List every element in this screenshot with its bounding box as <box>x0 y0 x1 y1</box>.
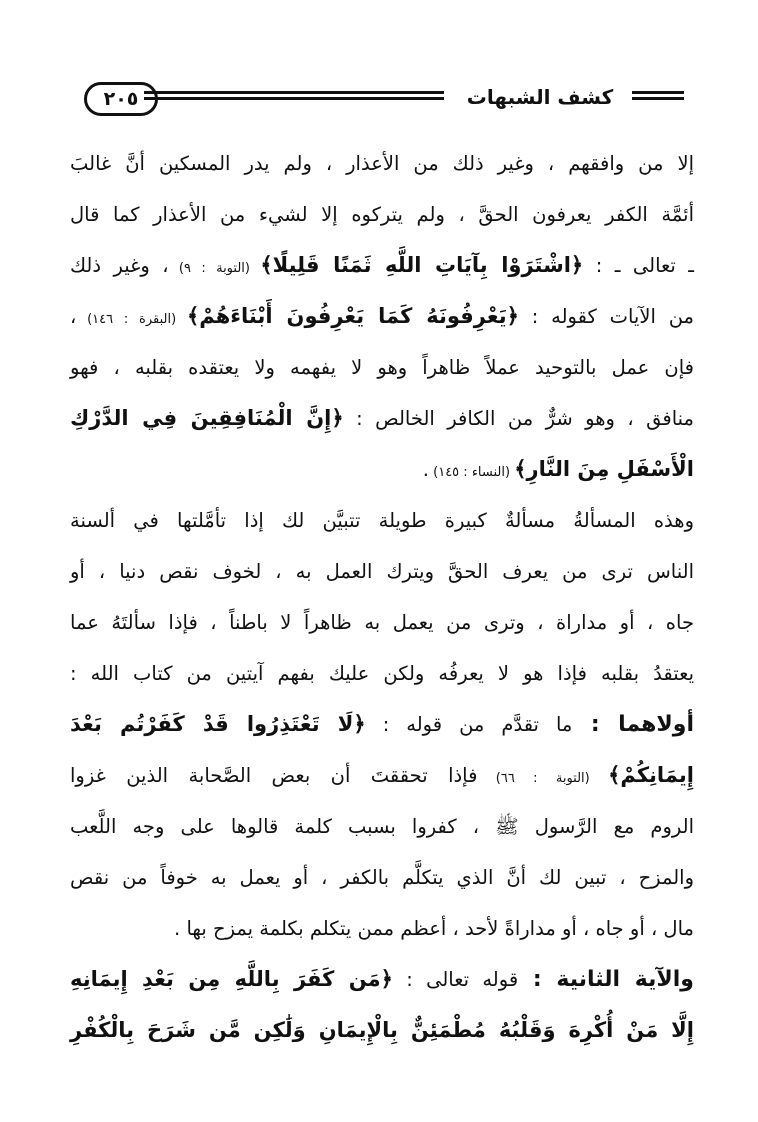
text-line <box>70 495 694 546</box>
text-line <box>70 342 694 393</box>
text-line <box>70 903 694 954</box>
verse-reference: (التوبة : ٩) <box>168 261 261 276</box>
verse-reference: (النساء : ١٤٥) <box>429 465 515 480</box>
text-line <box>70 444 694 495</box>
text-body <box>70 138 694 1056</box>
text-run: والمزح ، تبين لك أنَّ الذي يتكلَّم بالكفر ، أو يعمل به خوفاً من نقص <box>70 866 694 889</box>
text-line <box>70 750 694 801</box>
section-lead: والآية الثانية : <box>518 967 694 992</box>
text-run: جاه ، أو مداراة ، وترى من يعمل به ظاهراً لا باطناً ، فإذا سألتَهُ عما <box>70 611 694 634</box>
text-run: ، وغير ذلك <box>70 254 169 277</box>
text-run: ما تقدَّم من قوله : <box>365 713 573 736</box>
text-line <box>70 954 694 1005</box>
text-run: مال ، أو جاه ، أو مداراةً لأحد ، أعظم ممن يتكلم بكلمة يمزح بها . <box>174 917 694 940</box>
text-run: منافق ، وهو شرٌّ من الكافر الخالص : <box>343 407 694 430</box>
text-line <box>70 393 694 444</box>
page-header <box>84 82 682 118</box>
text-line <box>70 138 694 189</box>
text-run: من الآيات كقوله : <box>518 305 694 328</box>
verse-reference: (التوبة : ٦٦) <box>477 771 609 786</box>
text-run: . <box>422 458 429 481</box>
text-line <box>70 852 694 903</box>
page-number: ٢٠٥ <box>84 82 158 116</box>
text-run: ـ تعالى ـ : <box>583 254 695 277</box>
quran-verse: ﴿مَن كَفَرَ بِاللَّهِ مِن بَعْدِ إِيمَانِهِ <box>70 967 393 991</box>
quran-verse: ﴿لَا تَعْتَذِرُوا قَدْ كَفَرْتُم بَعْدَ <box>70 712 366 736</box>
verse-reference: (البقرة : ١٤٦) <box>76 312 187 327</box>
text-line <box>70 699 694 750</box>
text-line <box>70 546 694 597</box>
text-run: قوله تعالى : <box>392 968 519 991</box>
text-run: فإذا تحققتَ أن بعض الصَّحابة الذين غزوا <box>70 764 478 787</box>
text-line <box>70 597 694 648</box>
text-run: الناس ترى من يعرف الحقَّ ويترك العمل به ، لخوف نقص دنيا ، أو <box>70 560 694 583</box>
text-run: الروم مع الرَّسول ﷺ ، كفروا بسبب كلمة قالوها على وجه اللَّعب <box>70 815 694 838</box>
header-rule-left <box>144 91 444 105</box>
text-line <box>70 801 694 852</box>
text-run: يعتقدُ بقلبه فإذا هو لا يعرفُه ولكن عليك بفهم آيتين من كتاب الله : <box>70 662 694 685</box>
text-line <box>70 240 694 291</box>
text-run: أئمَّة الكفر يعرفون الحقَّ ، ولم يتركوه إلا لشيء من الأعذار كما قال <box>70 203 694 226</box>
section-lead: أولاهما : <box>572 712 694 737</box>
text-run: ، <box>70 305 77 328</box>
book-title: كشف الشبهات <box>466 85 614 109</box>
quran-verse: ﴿اشْتَرَوْا بِآيَاتِ اللَّهِ ثَمَنًا قَلِيلًا﴾ <box>260 253 584 277</box>
quran-verse: إِلَّا مَنْ أُكْرِهَ وَقَلْبُهُ مُطْمَئِنٌّ بِالْإِيمَانِ وَلَٰكِن مَّن شَرَحَ بِالْكُفْرِ <box>70 1018 694 1042</box>
text-line <box>70 1005 694 1056</box>
text-line <box>70 648 694 699</box>
quran-verse: ﴿يَعْرِفُونَهُ كَمَا يَعْرِفُونَ أَبْنَاءَهُمْ﴾ <box>186 304 519 328</box>
header-rule-right <box>632 91 684 105</box>
quran-verse: الْأَسْفَلِ مِنَ النَّارِ﴾ <box>514 457 694 481</box>
text-run: إلا من وافقهم ، وغير ذلك من الأعذار ، ولم يدر المسكين أنَّ غالبَ <box>70 152 694 175</box>
quran-verse: إِيمَانِكُمْ﴾ <box>608 763 694 787</box>
text-line <box>70 189 694 240</box>
text-line <box>70 291 694 342</box>
quran-verse: ﴿إِنَّ الْمُنَافِقِينَ فِي الدَّرْكِ <box>70 406 344 430</box>
text-run: وهذه المسألةُ مسألةٌ كبيرة طويلة تتبيَّن لك إذا تأمَّلتها في ألسنة <box>70 509 694 532</box>
text-run: فإن عمل بالتوحيد عملاً ظاهراً وهو لا يفهمه ولا يعتقده بقلبه ، فهو <box>70 356 694 379</box>
